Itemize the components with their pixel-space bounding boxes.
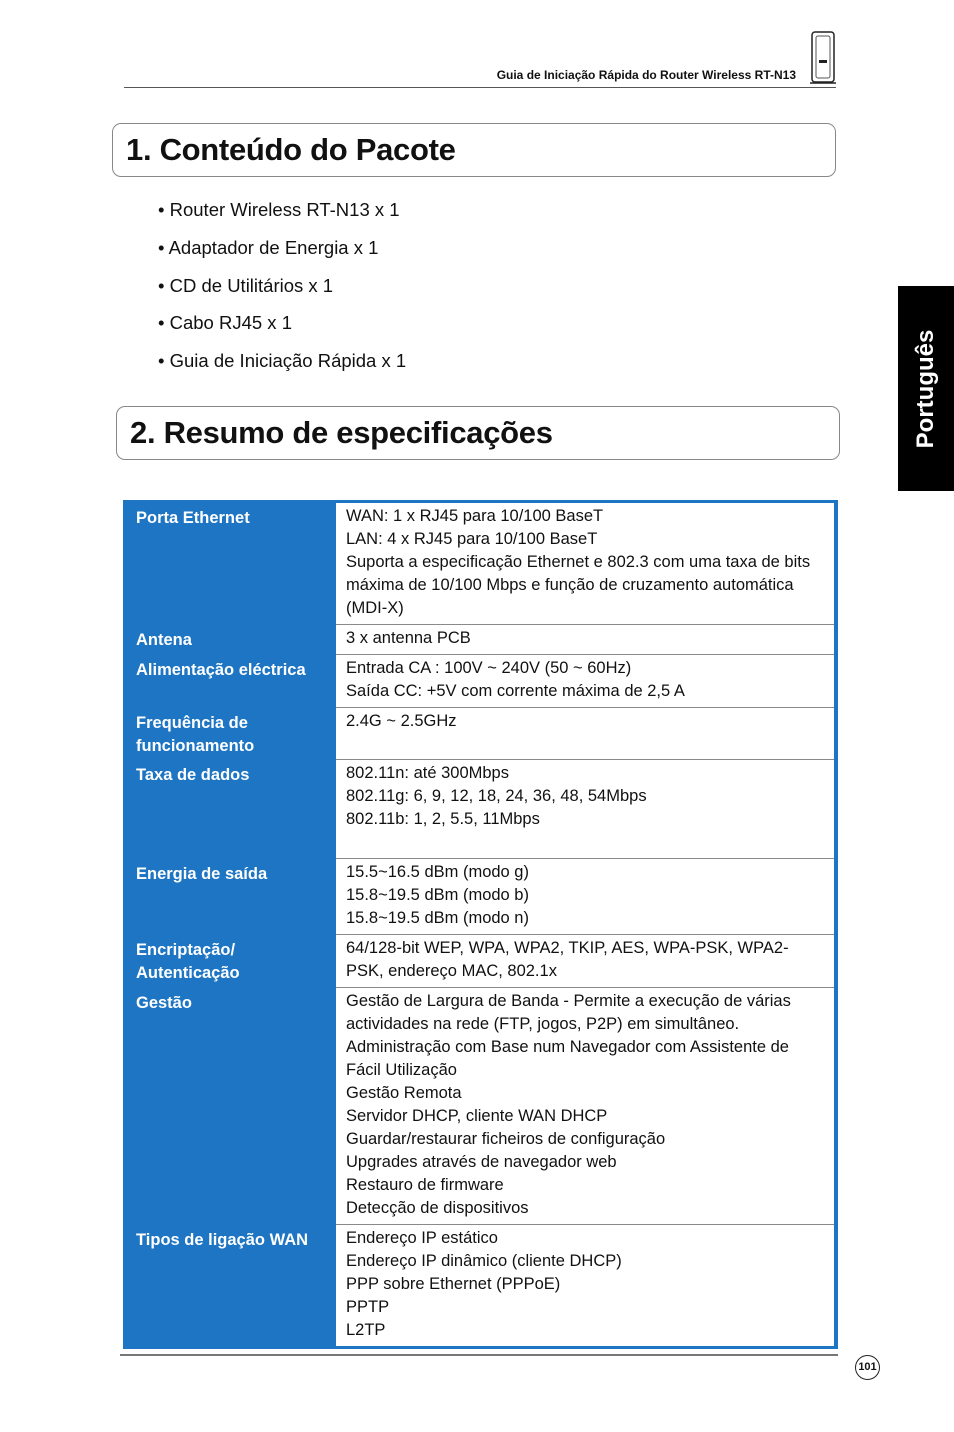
spec-label	[123, 760, 332, 859]
spec-value	[336, 988, 834, 1225]
list-item: • CD de Utilitários x 1	[158, 274, 334, 296]
language-tab-label: Português	[912, 329, 939, 448]
spec-value-line: Servidor DHCP, cliente WAN DHCP	[346, 1107, 608, 1125]
spec-value-line: PSK, endereço MAC, 802.1x	[346, 962, 557, 980]
spec-value-line: Gestão de Largura de Banda - Permite a execução de várias	[346, 992, 791, 1010]
spec-value-line: 15.8~19.5 dBm (modo b)	[346, 886, 529, 904]
spec-label	[123, 625, 332, 655]
table-row	[123, 935, 834, 988]
list-item: • Adaptador de Energia x 1	[158, 236, 379, 258]
language-tab	[898, 286, 954, 491]
spec-value-line: Guardar/restaurar ficheiros de configuração	[346, 1130, 666, 1148]
section-2-title: 2. Resumo de especificações	[130, 415, 553, 450]
spec-label	[123, 935, 332, 988]
spec-label-line: Tipos de ligação WAN	[136, 1231, 309, 1249]
spec-value-line: Detecção de dispositivos	[346, 1199, 529, 1217]
table-row	[123, 655, 834, 708]
spec-label	[123, 655, 332, 708]
list-item: • Router Wireless RT-N13 x 1	[158, 199, 400, 220]
spec-value-line: 3 x antenna PCB	[346, 629, 471, 647]
spec-label-line: Frequência de	[136, 714, 248, 732]
spec-value	[336, 655, 834, 708]
router-icon	[806, 30, 840, 86]
spec-value-line: 15.5~16.5 dBm (modo g)	[346, 863, 529, 881]
spec-value-line: Restauro de firmware	[346, 1176, 504, 1194]
spec-value-line: 64/128-bit WEP, WPA, WPA2, TKIP, AES, WPA-PSK, WPA2-	[346, 939, 789, 957]
section-1-title: 1. Conteúdo do Pacote	[126, 132, 456, 167]
running-header: Guia de Iniciação Rápida do Router Wireless RT-N13	[496, 68, 796, 82]
spec-value	[336, 760, 834, 859]
spec-value-line: 802.11n: até 300Mbps	[346, 764, 509, 782]
spec-value-line: Entrada CA : 100V ~ 240V (50 ~ 60Hz)	[346, 659, 632, 677]
package-contents-list	[158, 197, 406, 386]
spec-value-line: Fácil Utilização	[346, 1061, 457, 1079]
spec-value-line: máxima de 10/100 Mbps e função de cruzamento automática	[346, 576, 794, 594]
spec-value-line: Endereço IP dinâmico (cliente DHCP)	[346, 1252, 622, 1270]
spec-value	[336, 935, 834, 988]
spec-value-line: Administração com Base num Navegador com Assistente de	[346, 1038, 789, 1056]
spec-value-line: PPTP	[346, 1298, 390, 1316]
spec-value	[336, 859, 834, 935]
spec-value-line: LAN: 4 x RJ45 para 10/100 BaseT	[346, 530, 598, 548]
spec-label-line: Autenticação	[136, 964, 240, 982]
spec-label	[123, 1225, 332, 1346]
spec-label-line: Alimentação eléctrica	[136, 661, 306, 679]
list-item: • Cabo RJ45 x 1	[158, 312, 292, 334]
spec-label-line: Taxa de dados	[136, 766, 250, 784]
table-row	[123, 760, 834, 859]
section-2-heading-box	[116, 406, 840, 460]
spec-label-line: Energia de saída	[136, 865, 268, 883]
section-1-heading-box	[112, 123, 836, 177]
spec-value-line: actividades na rede (FTP, jogos, P2P) em simultâneo.	[346, 1015, 740, 1033]
spec-value-line: 15.8~19.5 dBm (modo n)	[346, 909, 529, 927]
page-number: 101	[855, 1355, 880, 1380]
spec-label	[123, 503, 332, 625]
spec-label-line: Antena	[136, 631, 192, 649]
spec-value-line: Endereço IP estático	[346, 1229, 498, 1247]
spec-value-line: 2.4G ~ 2.5GHz	[346, 712, 457, 730]
table-row	[123, 503, 834, 625]
spec-label-line: funcionamento	[136, 737, 255, 755]
spec-value-line: (MDI-X)	[346, 599, 404, 617]
spec-label	[123, 859, 332, 935]
table-row	[123, 708, 834, 760]
spec-label-line: Gestão	[136, 994, 192, 1012]
spec-value-line: Suporta a especificação Ethernet e 802.3 com uma taxa de bits	[346, 553, 811, 571]
spec-value-line: PPP sobre Ethernet (PPPoE)	[346, 1275, 561, 1293]
spec-label-line: Encriptação/	[136, 941, 236, 959]
table-row	[123, 1225, 834, 1346]
spec-table	[123, 500, 838, 1349]
list-item: • Guia de Iniciação Rápida x 1	[158, 350, 407, 372]
spec-value-line: Saída CC: +5V com corrente máxima de 2,5 A	[346, 682, 685, 700]
spec-value	[336, 625, 834, 655]
spec-value-line: L2TP	[346, 1321, 386, 1339]
spec-value-line: WAN: 1 x RJ45 para 10/100 BaseT	[346, 507, 604, 525]
spec-value	[336, 708, 834, 760]
table-row	[123, 859, 834, 935]
spec-label-line: Porta Ethernet	[136, 509, 250, 527]
spec-value-line: Gestão Remota	[346, 1084, 462, 1102]
spec-value-line	[346, 831, 830, 854]
table-row	[123, 625, 834, 655]
spec-value-line: 802.11g: 6, 9, 12, 18, 24, 36, 48, 54Mbps	[346, 787, 647, 805]
spec-label	[123, 708, 332, 760]
footer-rule	[120, 1354, 838, 1356]
spec-value	[336, 503, 834, 625]
spec-label	[123, 988, 332, 1225]
table-row	[123, 988, 834, 1225]
spec-value-line: 802.11b: 1, 2, 5.5, 11Mbps	[346, 810, 540, 828]
spec-value	[336, 1225, 834, 1346]
header-rule	[124, 87, 836, 88]
spec-value-line: Upgrades através de navegador web	[346, 1153, 617, 1171]
